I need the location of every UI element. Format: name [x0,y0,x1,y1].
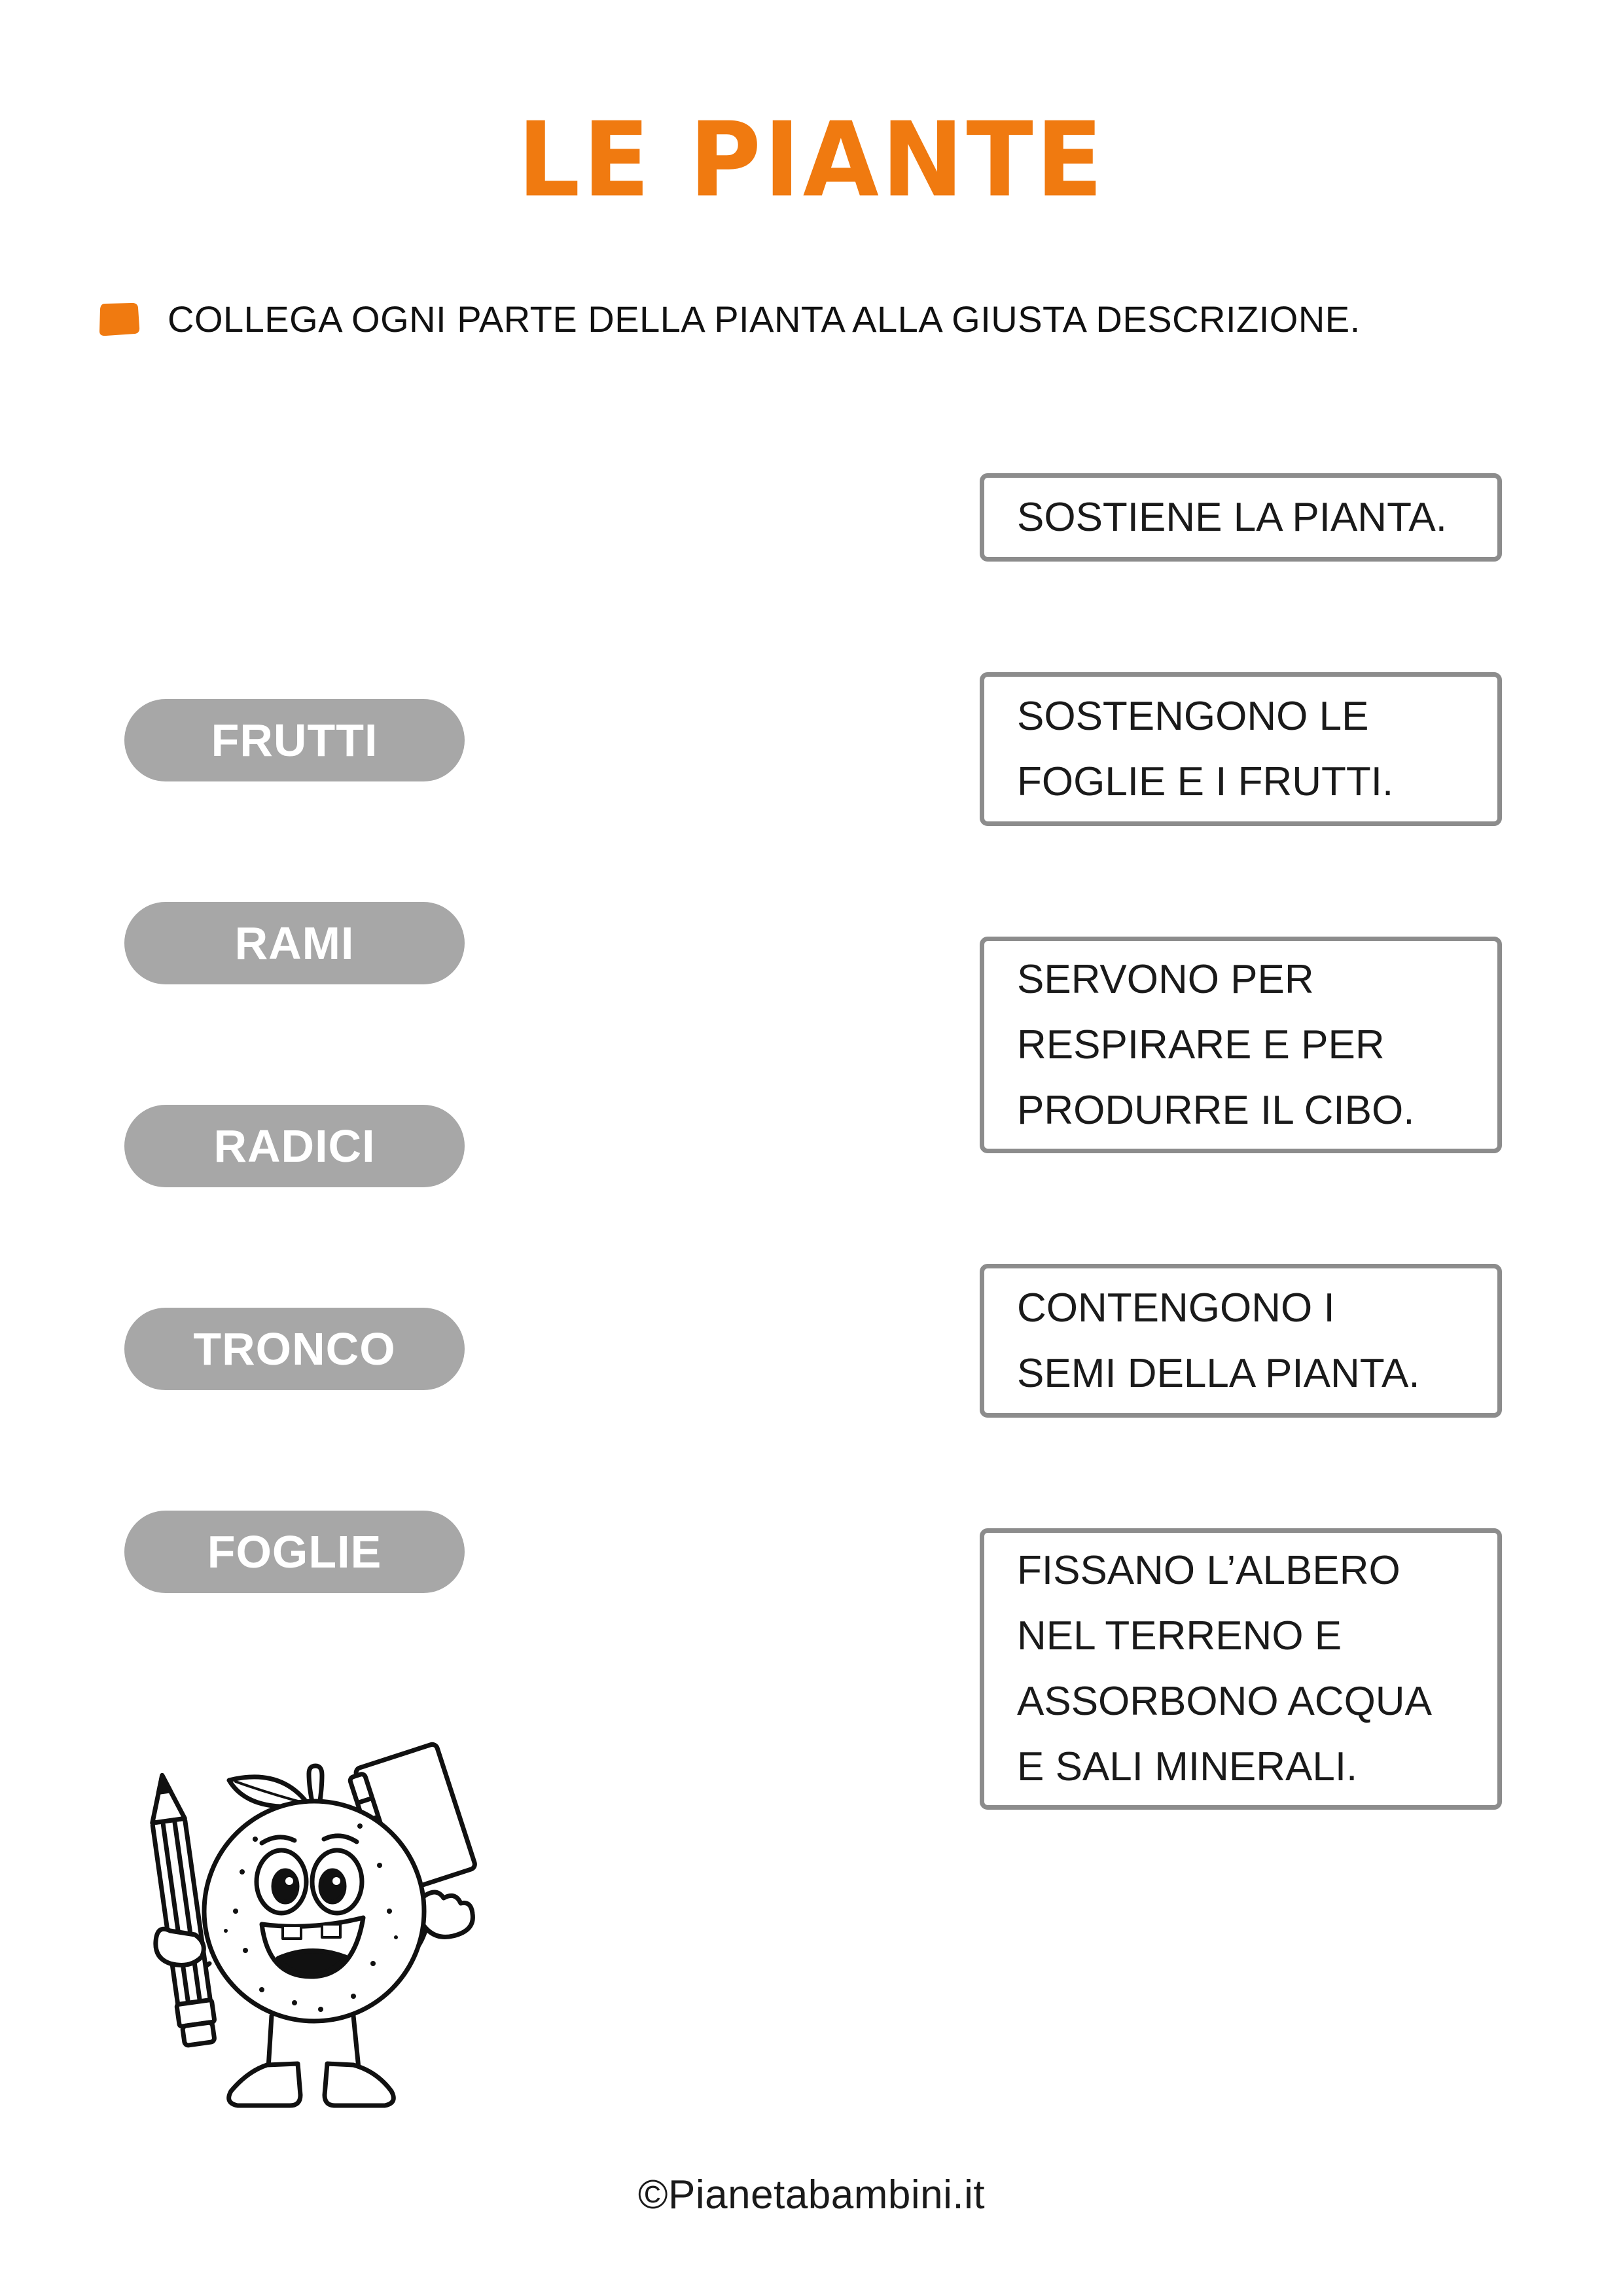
description-4-line-2: SEMI DELLA PIANTA. [1017,1350,1420,1396]
description-box-5[interactable] [980,1528,1502,1810]
description-box-1[interactable] [980,473,1502,562]
instruction [98,298,1361,340]
description-2-line-1: SOSTENGONO LE [1017,693,1369,739]
description-box-4[interactable] [980,1264,1502,1418]
description-5-line-4: E SALI MINERALI. [1017,1744,1358,1789]
description-5-line-2: NEL TERRENO E [1017,1613,1342,1659]
description-box-3[interactable] [980,937,1502,1153]
description-3-line-3: PRODURRE IL CIBO. [1017,1087,1415,1133]
part-label-foglie[interactable]: FOGLIE [124,1511,465,1593]
instruction-text: COLLEGA OGNI PARTE DELLA PIANTA ALLA GIUSTA DESCRIZIONE. [168,298,1361,340]
description-2-line-2: FOGLIE E I FRUTTI. [1017,759,1394,804]
description-5-line-1: FISSANO L’ALBERO [1017,1548,1400,1593]
description-5-line-3: ASSORBONO ACQUA [1017,1679,1432,1724]
page-title: LE PIANTE [517,100,1106,221]
orange-mascot-illustration [137,1715,556,2134]
description-box-2[interactable] [980,672,1502,826]
description-4-line-1: CONTENGONO I [1017,1285,1335,1331]
description-3-line-1: SERVONO PER [1017,956,1314,1002]
orange-bullet-icon [98,301,141,338]
part-label-radici[interactable]: RADICI [124,1105,465,1187]
description-1-line-1: SOSTIENE LA PIANTA. [1017,494,1447,540]
part-label-rami[interactable]: RAMI [124,902,465,984]
part-label-frutti[interactable]: FRUTTI [124,699,465,781]
description-3-line-2: RESPIRARE E PER [1017,1022,1385,1067]
footer-copyright: ©Pianetabambini.it [637,2172,986,2217]
part-label-tronco[interactable]: TRONCO [124,1308,465,1390]
